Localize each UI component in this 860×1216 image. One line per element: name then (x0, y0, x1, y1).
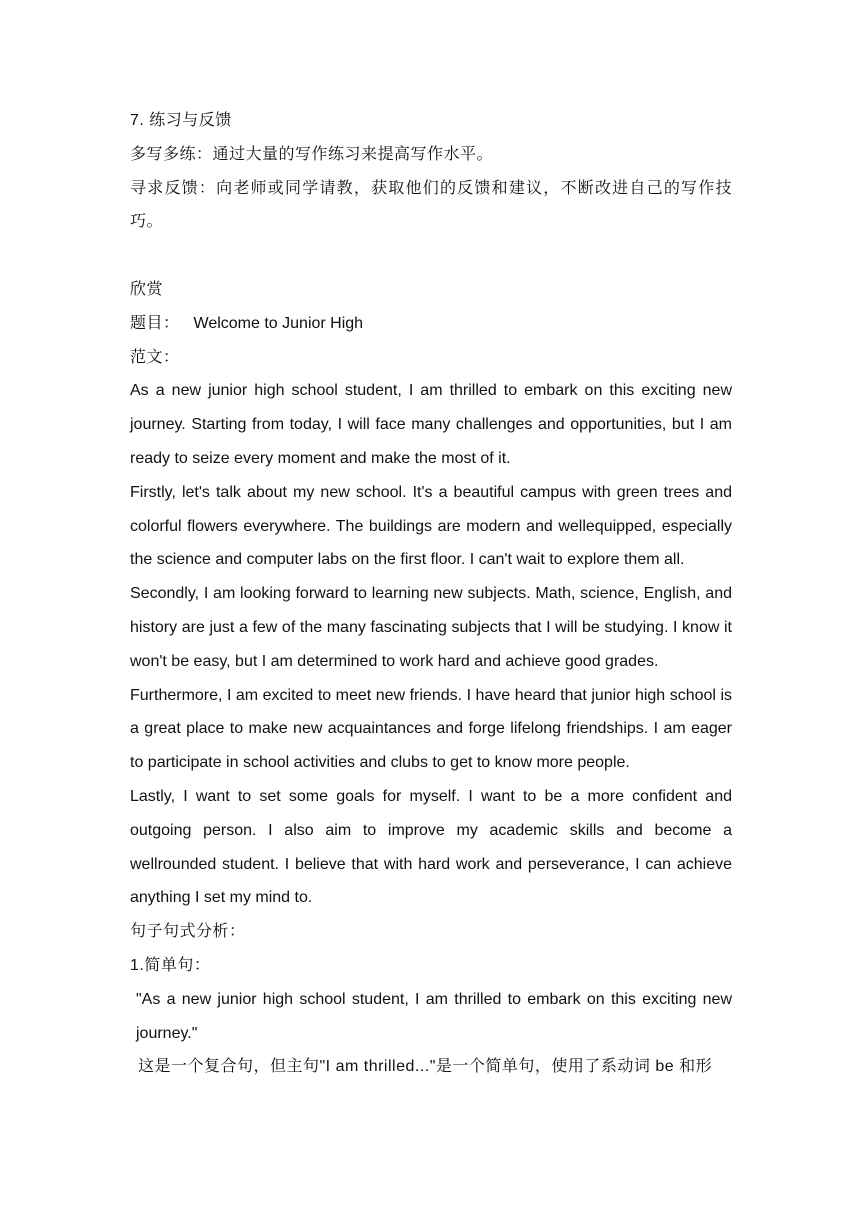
appreciation-label: 欣赏 (130, 280, 164, 298)
topic-label: 题目： (130, 314, 180, 332)
practice-line: 多写多练：通过大量的写作练习来提高写作水平。 (130, 145, 494, 163)
analysis-item-1-note: 这是一个复合句，但主句"I am thrilled..."是一个简单句，使用了系动词 be 和形 (138, 1058, 713, 1076)
feedback-line: 寻求反馈：向老师或同学请教，获取他们的反馈和建议，不断改进自己的写作技巧。 (130, 179, 732, 231)
section-heading: 7. 练习与反馈 (130, 112, 232, 129)
blank-line (130, 239, 732, 273)
essay-paragraph-5: Lastly, I want to set some goals for myself. I want to be a more confident and outgoing person. I also aim to improve my academic skills and become a wellrounded student. I believe that with hard work and perseverance, I can achieve anything I set my mind to. (130, 787, 732, 907)
essay-label: 范文： (130, 348, 180, 366)
essay-paragraph-4: Furthermore, I am excited to meet new friends. I have heard that junior high school is a great place to make new acquaintances and forge lifelong friendships. I am eager to participate in school activities and clubs to get to know more people. (130, 686, 732, 772)
essay-paragraph-2: Firstly, let's talk about my new school. It's a beautiful campus with green trees and colorful flowers everywhere. The buildings are modern and wellequipped, especially the science and computer labs on the first floor. I can't wait to explore them all. (130, 483, 732, 569)
document-content (130, 104, 732, 1084)
essay-paragraph-1: As a new junior high school student, I am thrilled to embark on this exciting new journey. Starting from today, I will face many challenges and opportunities, but I am ready to seize every moment and make the most of it. (130, 382, 732, 467)
analysis-item-1-quote: "As a new junior high school student, I am thrilled to embark on this exciting new journey." (136, 990, 732, 1042)
topic-row (130, 307, 732, 341)
essay-paragraph-3: Secondly, I am looking forward to learning new subjects. Math, science, English, and history are just a few of the many fascinating subjects that I will be studying. I know it won't be easy, but I am determined to work hard and achieve good grades. (130, 585, 732, 670)
analysis-item-1-label: 1.简单句： (130, 956, 211, 974)
analysis-label: 句子句式分析： (130, 923, 246, 941)
topic-value: Welcome to Junior High (193, 314, 364, 332)
